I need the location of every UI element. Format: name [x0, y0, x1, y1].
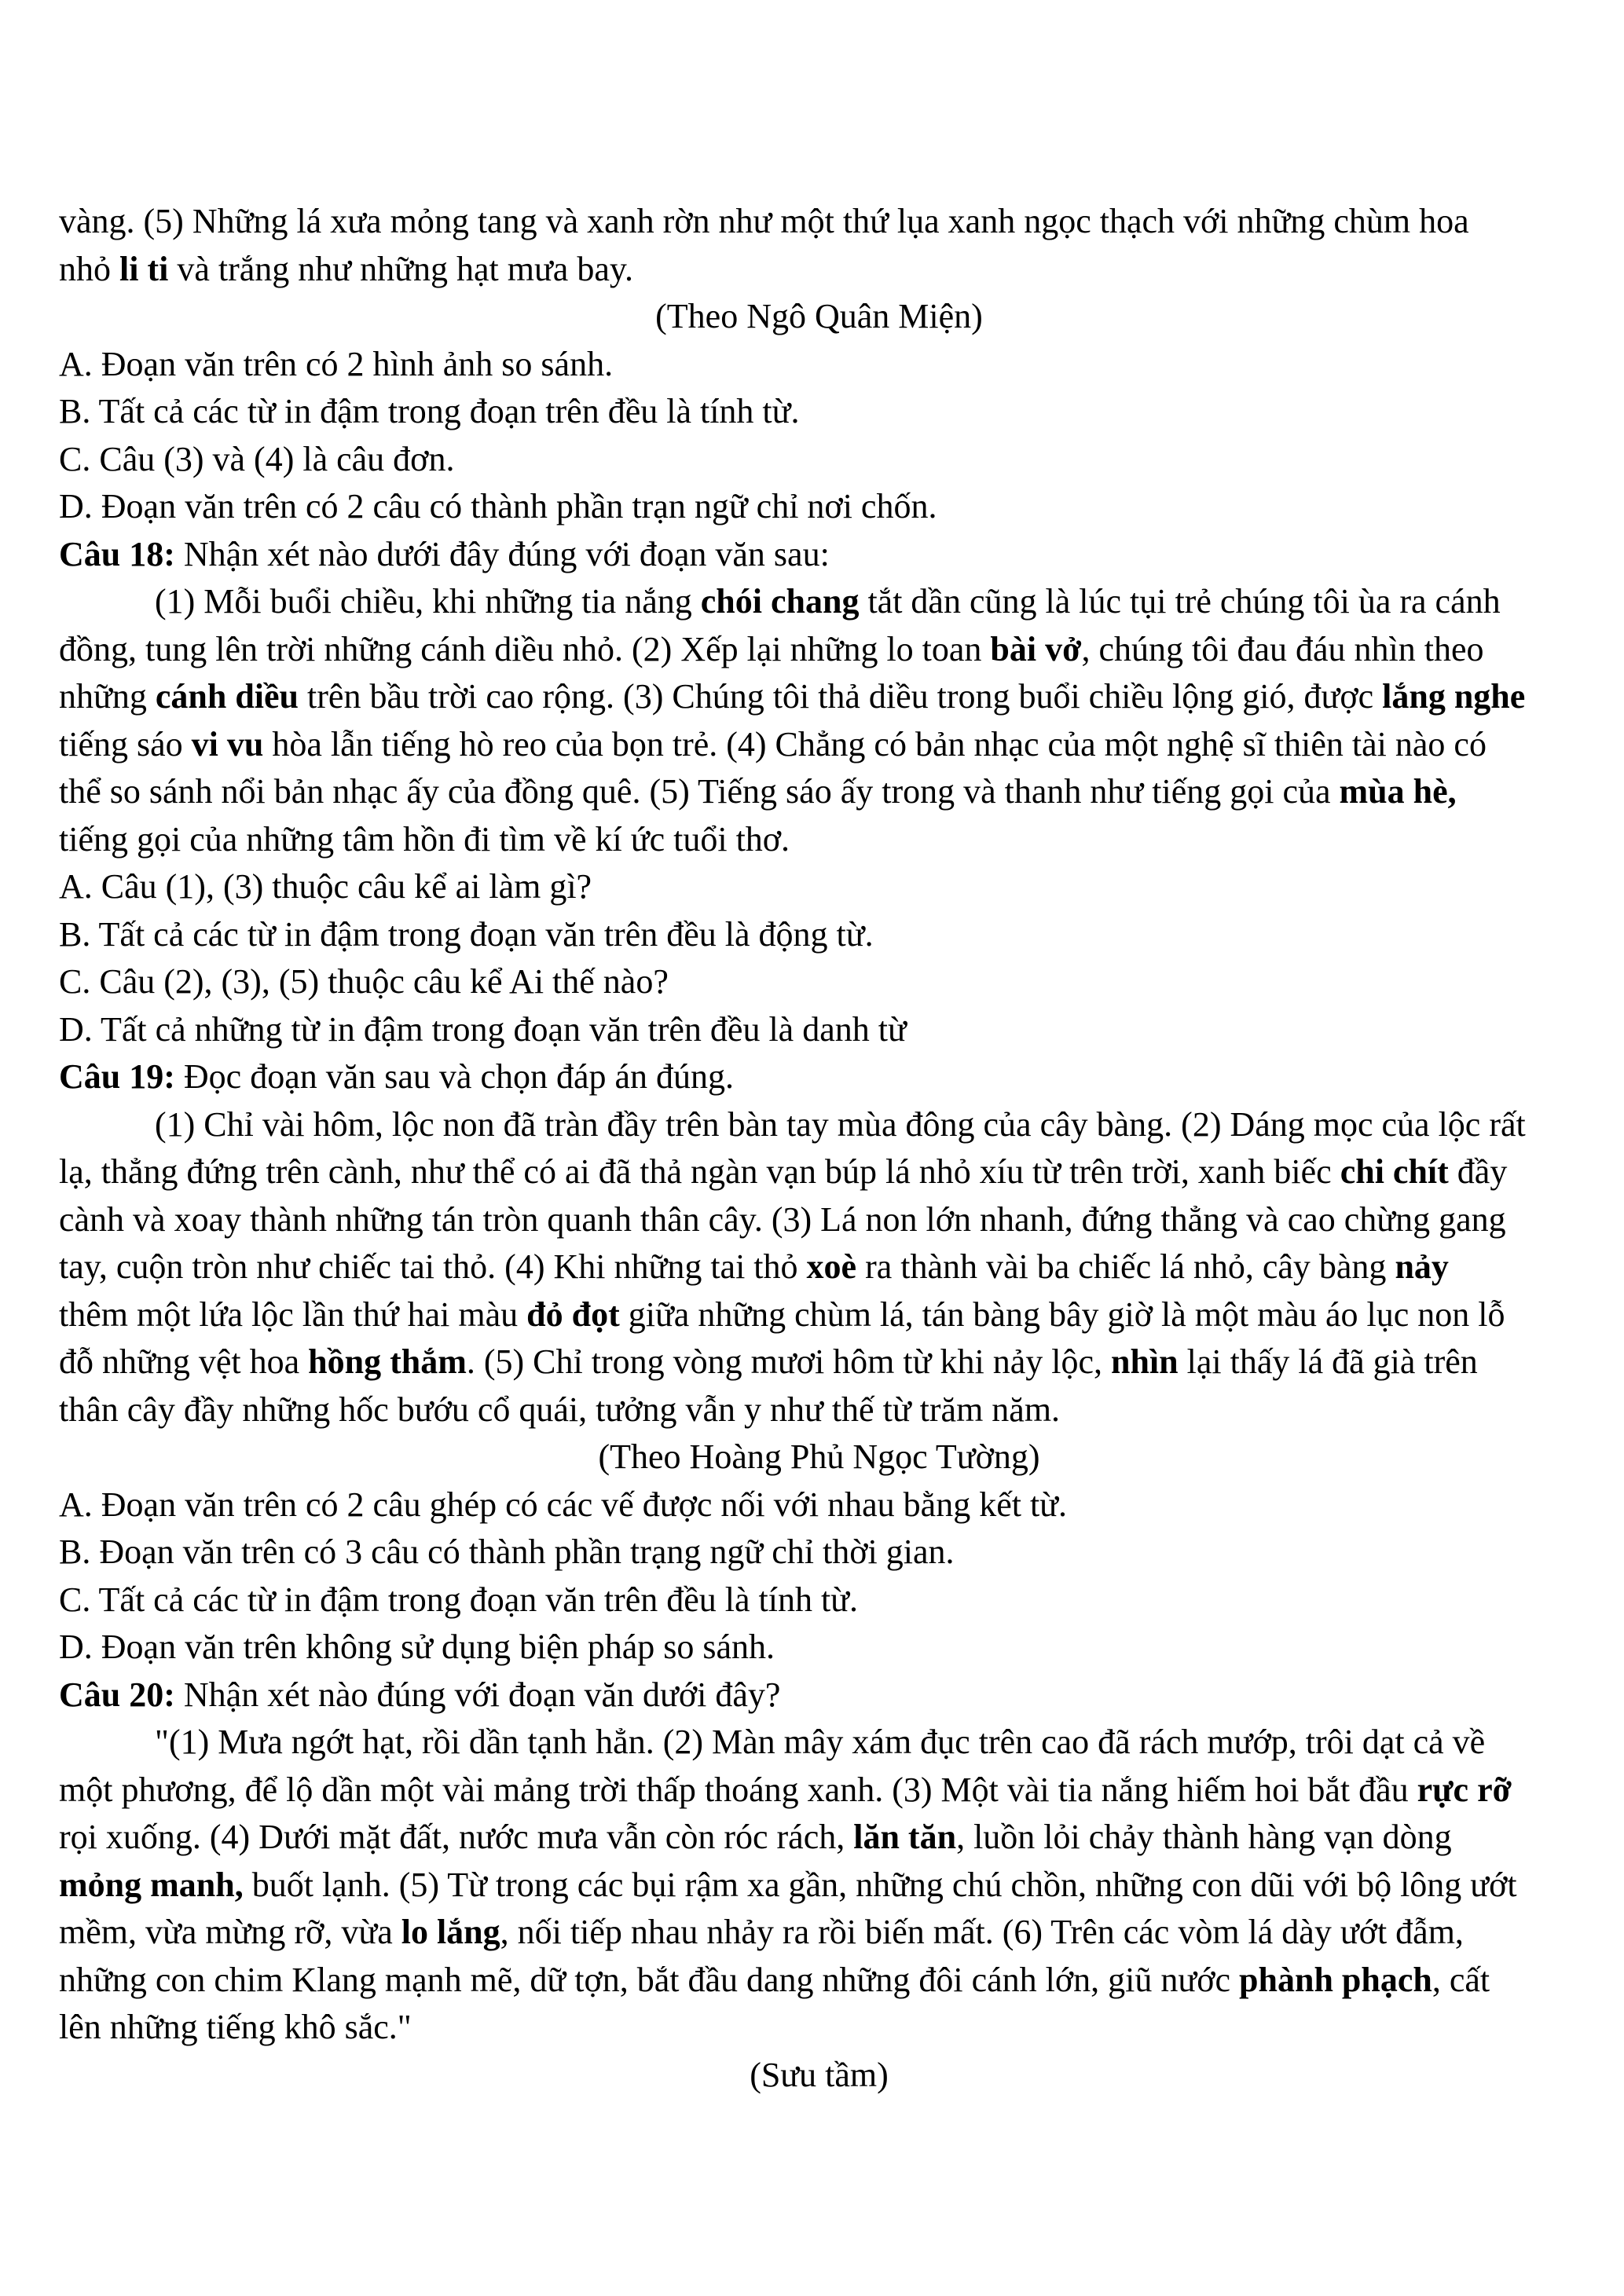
text-segment: (1) Chỉ vài hôm, lộc non đã tràn đầy trên bàn tay mùa đông của cây bàng. (2) Dáng mọc của lộc rất [155, 1104, 1526, 1144]
passage-line [59, 768, 1579, 816]
question-heading [59, 531, 1579, 579]
bold-text: mùa hè, [1339, 772, 1457, 811]
bold-text: bài vở [990, 629, 1082, 668]
passage-line [59, 1243, 1579, 1291]
bold-text: phành phạch [1239, 1960, 1432, 1999]
text-segment: một phương, để lộ dần một vài mảng trời thấp thoáng xanh. (3) Một vài tia nắng hiếm hoi bắt đầu [59, 1770, 1417, 1809]
answer-option [59, 388, 1579, 436]
answer-option [59, 1006, 1579, 1054]
passage-line [59, 1338, 1579, 1386]
text-segment: ra thành vài ba chiếc lá nhỏ, cây bàng [856, 1247, 1395, 1286]
text-segment: C. Tất cả các từ in đậm trong đoạn văn trên đều là tính từ. [59, 1580, 859, 1619]
answer-option [59, 436, 1579, 484]
text-segment: đỗ những vệt hoa [59, 1342, 309, 1381]
passage-first-line [59, 578, 1579, 626]
answer-option [59, 1481, 1579, 1529]
text-segment: Nhận xét nào đúng với đoạn văn dưới đây? [174, 1675, 781, 1714]
passage-line [59, 1767, 1579, 1814]
bold-text: Câu 20: [59, 1675, 175, 1714]
bold-text: mỏng manh, [59, 1865, 244, 1904]
text-segment: A. Câu (1), (3) thuộc câu kể ai làm gì? [59, 867, 592, 906]
bold-text: chi chít [1340, 1152, 1449, 1191]
bold-text: nhìn [1110, 1342, 1179, 1381]
text-segment: , cất [1432, 1960, 1490, 1999]
text-segment: mềm, vừa mừng rỡ, vừa [59, 1913, 401, 1951]
passage-line [59, 2004, 1579, 2052]
bold-text: lắng nghe [1382, 677, 1526, 716]
source-attribution [59, 2052, 1579, 2100]
text-segment: rọi xuống. (4) Dưới mặt đất, nước mưa vẫn còn róc rách, [59, 1818, 854, 1856]
text-segment: "(1) Mưa ngớt hạt, rồi dần tạnh hẳn. (2) Màn mây xám đục trên cao đã rách mướp, trôi dạt cả về [155, 1723, 1486, 1761]
passage-line [59, 721, 1579, 769]
text-segment: (Theo Ngô Quân Miện) [655, 297, 983, 335]
passage-first-line [59, 1719, 1579, 1767]
text-segment: lên những tiếng khô sắc." [59, 2008, 412, 2046]
text-segment: D. Đoạn văn trên có 2 câu có thành phần trạn ngữ chỉ nơi chốn. [59, 487, 937, 525]
bold-text: lăn tăn [853, 1818, 957, 1856]
text-segment: tiếng sáo [59, 724, 192, 764]
text-segment: A. Đoạn văn trên có 2 câu ghép có các vế được nối với nhau bằng kết từ. [59, 1485, 1068, 1524]
text-segment: tiếng gọi của những tâm hồn đi tìm về kí ức tuổi thơ. [59, 819, 790, 859]
bold-text: chói chang [700, 582, 860, 621]
bold-text: hồng thắm [308, 1342, 467, 1381]
text-segment: vàng. (5) Những lá xưa mỏng tang và xanh rờn như một thứ lụa xanh ngọc thạch với những chùm hoa [59, 202, 1469, 240]
text-segment: (Theo Hoàng Phủ Ngọc Tường) [598, 1437, 1040, 1476]
bold-text: lo lắng [401, 1913, 500, 1951]
text-segment: những con chim Klang mạnh mẽ, dữ tợn, bắt đầu dang những đôi cánh lớn, giũ nước [59, 1960, 1240, 1999]
text-segment: (1) Mỗi buổi chiều, khi những tia nắng [155, 582, 701, 621]
passage-line [59, 673, 1579, 721]
text-segment: (Sưu tầm) [750, 2055, 889, 2094]
passage-line [59, 1957, 1579, 2005]
text-segment: B. Đoạn văn trên có 3 câu có thành phần trạng ngữ chỉ thời gian. [59, 1532, 955, 1571]
answer-option [59, 341, 1579, 389]
text-segment: thân cây đầy những hốc bướu cổ quái, tưởng vẫn y như thế từ trăm năm. [59, 1390, 1061, 1429]
text-segment: tắt dần cũng là lúc tụi trẻ chúng tôi ùa ra cánh [859, 582, 1501, 621]
passage-line [59, 1291, 1579, 1339]
text-segment: , chúng tôi đau đáu nhìn theo [1081, 629, 1484, 668]
text-segment: , nối tiếp nhau nhảy ra rồi biến mất. (6) Trên các vòm lá dày ướt đẫm, [500, 1913, 1464, 1951]
text-segment: C. Câu (2), (3), (5) thuộc câu kể Ai thế nào? [59, 962, 669, 1001]
bold-text: rực rỡ [1417, 1770, 1512, 1809]
text-segment: D. Đoạn văn trên không sử dụng biện pháp so sánh. [59, 1628, 775, 1666]
text-segment: lại thấy lá đã già trên [1178, 1342, 1478, 1381]
question-heading [59, 1672, 1579, 1719]
passage-line [59, 1148, 1579, 1196]
bold-text: đỏ đọt [526, 1294, 620, 1334]
source-attribution [59, 293, 1579, 341]
answer-option [59, 911, 1579, 959]
source-attribution [59, 1434, 1579, 1481]
text-segment: hòa lẫn tiếng hò reo của bọn trẻ. (4) Chẳng có bản nhạc của một nghệ sĩ thiên tài nào có [263, 724, 1487, 764]
text-segment: buốt lạnh. (5) Từ trong các bụi rậm xa gần, những chú chồn, những con dũi với bộ lông ướt [243, 1865, 1517, 1904]
text-segment: cành và xoay thành những tán tròn quanh thân cây. (3) Lá non lớn nhanh, đứng thẳng và cao chừng gang [59, 1199, 1506, 1239]
passage-first-line [59, 1101, 1579, 1149]
passage-line [59, 198, 1579, 246]
passage-line [59, 246, 1579, 294]
passage-line [59, 1909, 1579, 1957]
answer-option [59, 483, 1579, 531]
text-segment: thể so sánh nổi bản nhạc ấy của đồng quê. (5) Tiếng sáo ấy trong và thanh như tiếng gọi của [59, 772, 1340, 811]
bold-text: xoè [806, 1247, 857, 1286]
text-segment: đầy [1448, 1152, 1508, 1191]
passage-line [59, 1814, 1579, 1862]
bold-text: nảy [1395, 1247, 1449, 1286]
text-segment: A. Đoạn văn trên có 2 hình ảnh so sánh. [59, 344, 614, 383]
document-page [59, 198, 1579, 2099]
text-segment: giữa những chùm lá, tán bàng bây giờ là một màu áo lục non lỗ [619, 1294, 1505, 1334]
bold-text: vi vu [191, 724, 264, 764]
text-segment: những [59, 677, 156, 716]
bold-text: Câu 18: [59, 534, 175, 573]
text-segment: , luồn lỏi chảy thành hàng vạn dòng [956, 1818, 1452, 1856]
passage-line [59, 1862, 1579, 1910]
answer-option [59, 863, 1579, 911]
question-heading [59, 1053, 1579, 1101]
answer-option [59, 1624, 1579, 1672]
text-segment: và trắng như những hạt mưa bay. [168, 249, 633, 288]
passage-line [59, 1386, 1579, 1434]
text-segment: B. Tất cả các từ in đậm trong đoạn trên đều là tính từ. [59, 392, 800, 430]
text-segment: đồng, tung lên trời những cánh diều nhỏ. (2) Xếp lại những lo toan [59, 629, 991, 668]
text-segment: thêm một lứa lộc lần thứ hai màu [59, 1294, 527, 1334]
text-segment: B. Tất cả các từ in đậm trong đoạn văn trên đều là động từ. [59, 914, 874, 954]
passage-line [59, 1196, 1579, 1244]
text-segment: trên bầu trời cao rộng. (3) Chúng tôi thả diều trong buổi chiều lộng gió, được [299, 677, 1383, 716]
text-segment: Đọc đoạn văn sau và chọn đáp án đúng. [174, 1057, 735, 1096]
passage-line [59, 816, 1579, 864]
text-segment: tay, cuộn tròn như chiếc tai thỏ. (4) Khi những tai thỏ [59, 1247, 807, 1286]
text-segment: nhỏ [59, 249, 119, 288]
bold-text: li ti [119, 249, 169, 288]
text-segment: lạ, thẳng đứng trên cành, như thể có ai đã thả ngàn vạn búp lá nhỏ xíu từ trên trời, xanh biếc [59, 1152, 1340, 1191]
text-segment: . (5) Chỉ trong vòng mươi hôm từ khi nảy lộc, [466, 1342, 1111, 1381]
passage-line [59, 626, 1579, 674]
answer-option [59, 1529, 1579, 1576]
answer-option [59, 958, 1579, 1006]
bold-text: Câu 19: [59, 1057, 175, 1096]
text-segment: C. Câu (3) và (4) là câu đơn. [59, 439, 455, 478]
text-segment: D. Tất cả những từ in đậm trong đoạn văn trên đều là danh từ [59, 1009, 907, 1049]
bold-text: cánh diều [155, 677, 299, 716]
answer-option [59, 1576, 1579, 1624]
text-segment: Nhận xét nào dưới đây đúng với đoạn văn sau: [174, 534, 830, 573]
